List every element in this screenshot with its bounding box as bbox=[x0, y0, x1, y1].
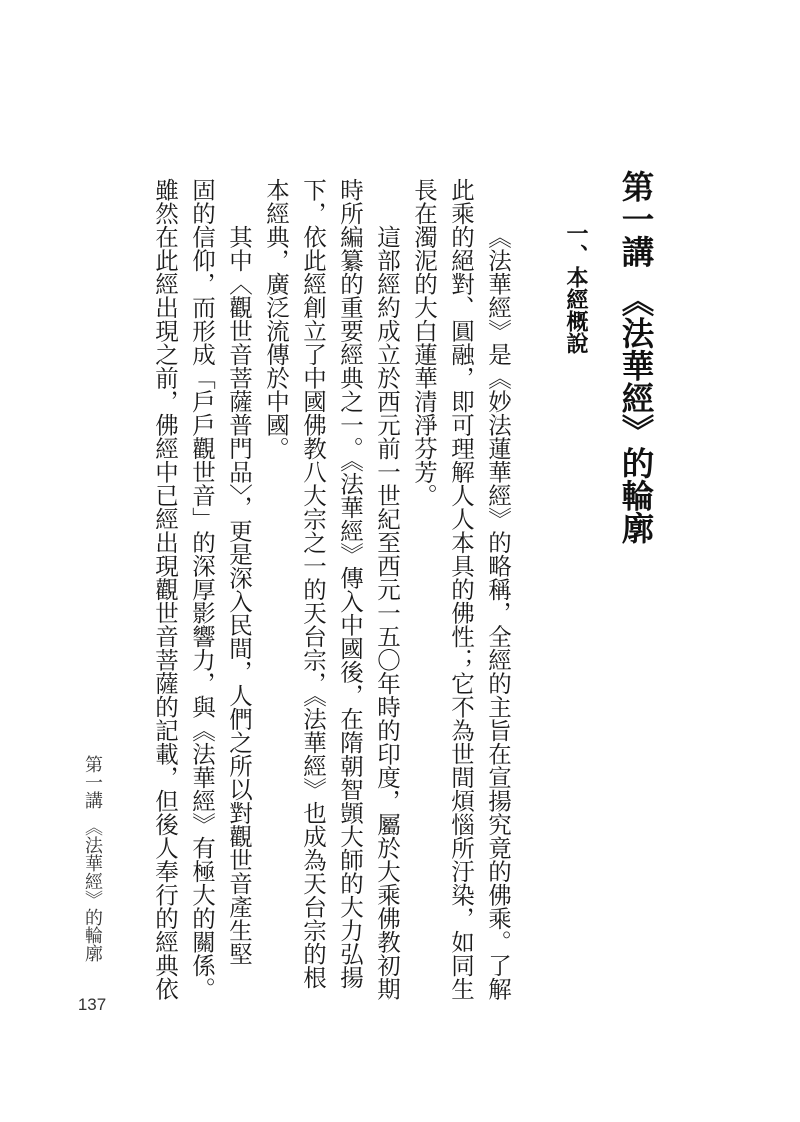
text-column: 固的信仰，而形成「戶戶觀世音」的深厚影響力，與《法華經》有極大的關係。 bbox=[188, 178, 216, 1001]
section-heading: 一、本經概說 bbox=[563, 222, 588, 354]
text-column: 其中〈觀世音菩薩普門品〉，更是深入民間，人們之所以對觀世音產生堅 bbox=[225, 225, 253, 966]
text-column: 此乘的絕對、圓融，即可理解人人本具的佛性；它不為世間煩惱所汙染，如同生 bbox=[447, 178, 475, 1001]
chapter-title: 第一講 《法華經》的輪廓 bbox=[617, 170, 655, 544]
text-column: 本經典，廣泛流傳於中國。 bbox=[262, 178, 290, 460]
text-column: 雖然在此經出現之前，佛經中已經出現觀世音菩薩的記載，但後人奉行的經典依 bbox=[151, 178, 179, 1001]
text-column: 這部經約成立於西元前一世紀至西元一五〇年時的印度，屬於大乘佛教初期 bbox=[373, 225, 401, 1001]
text-column: 長在濁泥的大白蓮華清淨芬芳。 bbox=[410, 178, 438, 507]
running-head: 第一講 《法華經》的輪廓 bbox=[82, 755, 103, 962]
page-number: 137 bbox=[77, 995, 107, 1014]
text-column: 時所編纂的重要經典之一。《法華經》傳入中國後，在隋朝智顗大師的大力弘揚 bbox=[336, 178, 364, 989]
text-column: 《法華經》是《妙法蓮華經》的略稱，全經的主旨在宣揚究竟的佛乘。了解 bbox=[484, 225, 512, 1001]
text-column: 下，依此經創立了中國佛教八大宗之一的天台宗，《法華經》也成為天台宗的根 bbox=[299, 178, 327, 989]
